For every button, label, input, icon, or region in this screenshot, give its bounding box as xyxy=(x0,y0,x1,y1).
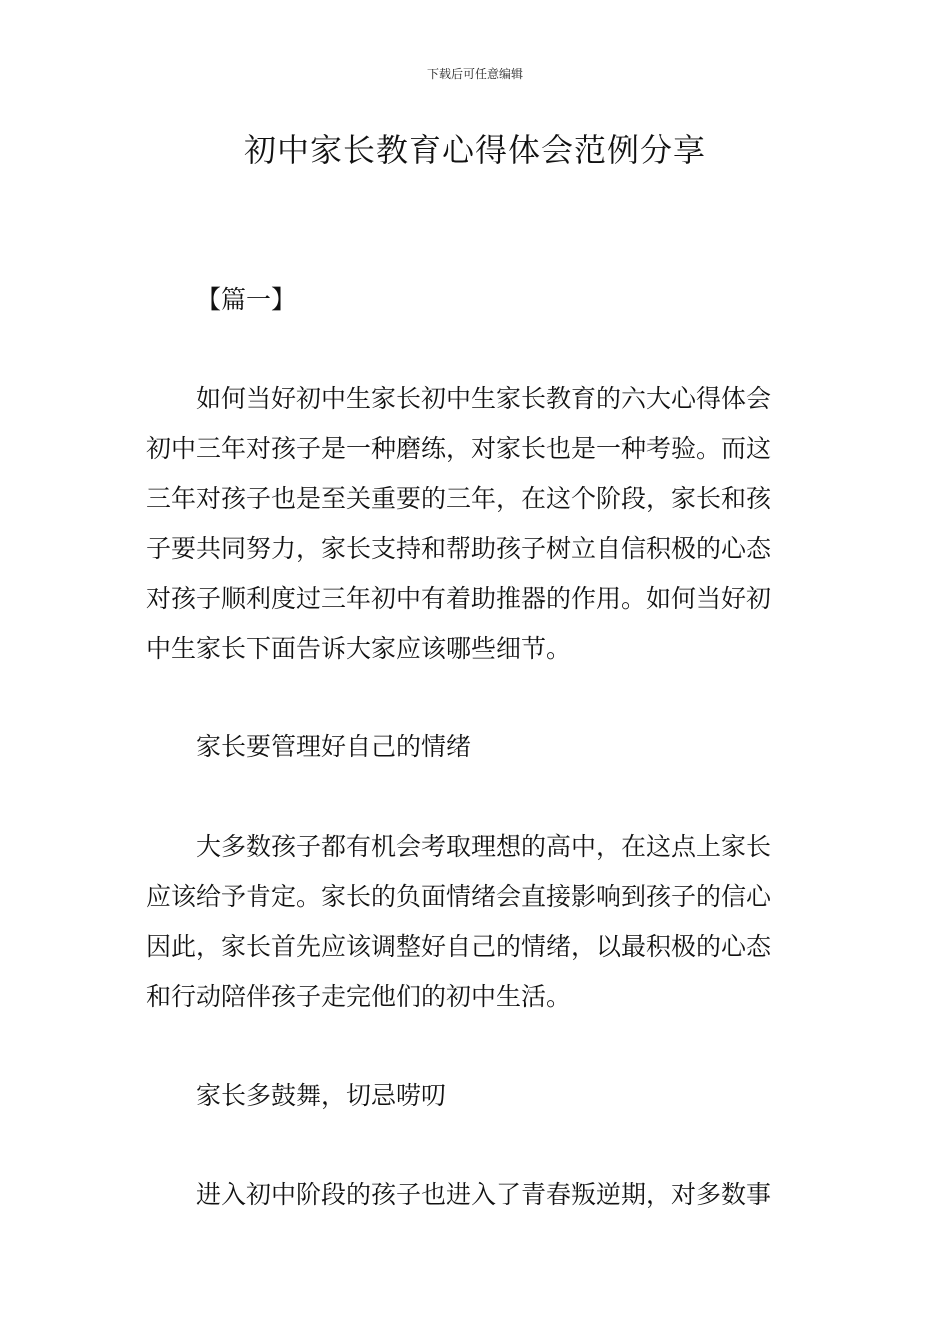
paragraph-line: 和行动陪伴孩子走完他们的初中生活。 xyxy=(146,982,572,1011)
subheading-encourage xyxy=(146,1071,806,1121)
document-title: 初中家长教育心得体会范例分享 xyxy=(243,131,706,169)
paragraph-line: 三年对孩子也是至关重要的三年，在这个阶段，家长和孩 xyxy=(146,484,772,513)
paragraph-line: 应该给予肯定。家长的负面情绪会直接影响到孩子的信心 xyxy=(146,882,772,911)
subheading-emotions xyxy=(146,722,806,772)
subheading-text: 家长多鼓舞，切忌唠叨 xyxy=(196,1081,447,1110)
paragraph-intro xyxy=(146,374,806,674)
paragraph-line: 中生家长下面告诉大家应该哪些细节。 xyxy=(146,634,572,663)
paragraph-adolescence xyxy=(146,1170,806,1220)
subheading-text: 家长要管理好自己的情绪 xyxy=(196,732,472,761)
paragraph-line: 因此，家长首先应该调整好自己的情绪，以最积极的心态 xyxy=(146,932,772,961)
paragraph-emotions xyxy=(146,822,806,1022)
paragraph-line: 对孩子顺利度过三年初中有着助推器的作用。如何当好初 xyxy=(146,584,772,613)
paragraph-line: 子要共同努力，家长支持和帮助孩子树立自信积极的心态 xyxy=(146,534,772,563)
header-note: 下载后可任意编辑 xyxy=(426,67,523,81)
paragraph-line: 初中三年对孩子是一种磨练，对家长也是一种考验。而这 xyxy=(146,434,772,463)
paragraph-line: 进入初中阶段的孩子也进入了青春叛逆期，对多数事 xyxy=(196,1180,772,1209)
paragraph-line: 如何当好初中生家长初中生家长教育的六大心得体会 xyxy=(196,384,772,413)
paragraph-line: 大多数孩子都有机会考取理想的高中，在这点上家长 xyxy=(196,832,772,861)
section-label: 【篇一】 xyxy=(196,285,297,314)
